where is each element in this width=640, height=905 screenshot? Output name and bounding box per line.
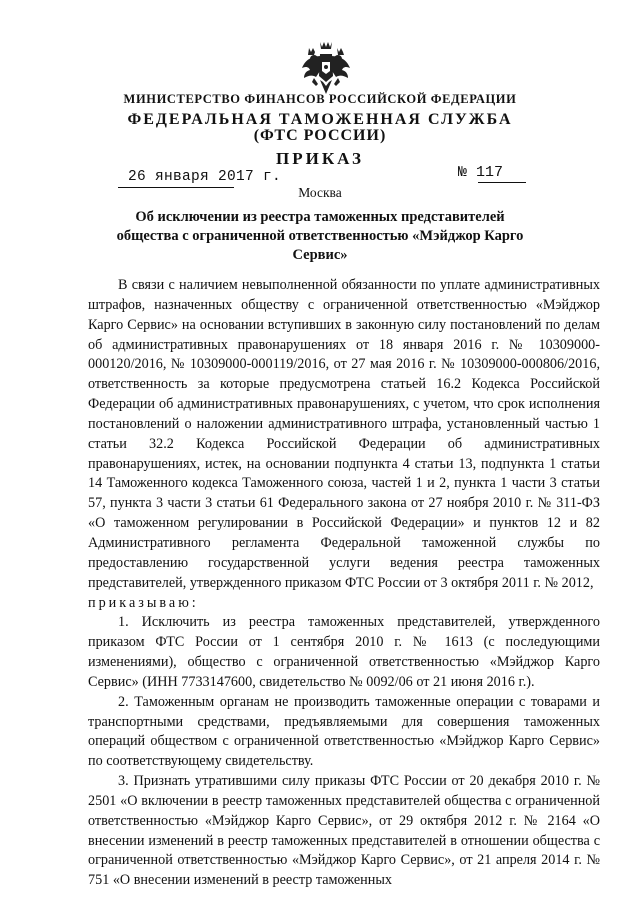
service-abbreviation: (ФТС РОССИИ) xyxy=(253,127,387,144)
document-type: ПРИКАЗ xyxy=(276,149,364,168)
number-underline xyxy=(478,182,526,183)
document-body xyxy=(88,276,600,891)
document-title xyxy=(96,208,544,265)
service-name: ФЕДЕРАЛЬНАЯ ТАМОЖЕННАЯ СЛУЖБА xyxy=(127,111,513,128)
coat-of-arms-icon xyxy=(300,38,352,96)
preamble-paragraph: В связи с наличием невыполненной обязанности по уплате административных штрафов, назначенных обществу с ограниченной ответственностью «Мэйджор Карго Сервис» на основании вступивших в законную силу постановлений по делам об административных правонарушениях от 18 января 2016 г. № 10309000-000120/2016, № 10309000-000119/2016, от 27 мая 2016 г. № 10309000-000806/2016, ответственность за которые предусмотрена статьей 16.2 Кодекса Российской Федерации об административных правонарушениях, с учетом, что срок исполнения постановлений о наложении административного штрафа, установленный частью 1 статьи 32.2 Кодекса Российской Федерации об административных правонарушениях, истек, на основании подпункта 4 статьи 13, подпункта 1 статьи 14 Таможенного кодекса Таможенного союза, частей 1 и 2, пункта 1 части 3 статьи 57, пункта 3 части 3 статьи 61 Федерального закона от 27 ноября 2010 г. № 311-ФЗ «О таможенном регулировании в Российской Федерации» и пунктов 12 и 82 Административного регламента Федеральной таможенной службы по предоставлению государственной услуги ведения реестра таможенных представителей, утвержденного приказом ФТС России от 3 октября 2011 г. № 2012, xyxy=(88,277,600,591)
order-word: приказываю: xyxy=(88,594,199,611)
order-item-3: 3. Признать утратившими силу приказы ФТС России от 20 декабря 2010 г. № 2501 «О включении в реестр таможенных представителей общества с ограниченной ответственностью «Мэйджор Карго Сервис», от 29 октября 2012 г. № 2164 «О внесении изменений в реестр таможенных представителей в отношении общества с ограниченной ответственностью «Мэйджор Карго Сервис», от 21 апреля 2014 г. № 751 «О внесении изменений в реестр таможенных xyxy=(88,773,600,889)
order-number: № 117 xyxy=(458,164,504,181)
title-line-2: общества с ограниченной ответственностью «Мэйджор Карго Сервис» xyxy=(116,228,524,263)
ministry-name: МИНИСТЕРСТВО ФИНАНСОВ РОССИЙСКОЙ ФЕДЕРАЦИИ xyxy=(123,92,517,106)
order-date: 26 января 2017 г. xyxy=(128,169,282,185)
title-line-1: Об исключении из реестра таможенных представителей xyxy=(135,209,505,225)
order-item-2: 2. Таможенным органам не производить таможенные операции с товарами и транспортными средствами, предъявляемыми для совершения таможенных операций обществом с ограниченной ответственностью «Мэйджор Карго Сервис» по соответствующему свидетельству. xyxy=(88,693,600,770)
city: Москва xyxy=(298,185,342,200)
order-item-1: 1. Исключить из реестра таможенных представителей, утвержденного приказом ФТС России от 1 сентября 2010 г. № 1613 (с последующими изменениями), общество с ограниченной ответственностью «Мэйджор Карго Сервис» (ИНН 7733147600, свидетельство № 0092/06 от 21 июня 2016 г.). xyxy=(88,614,600,690)
